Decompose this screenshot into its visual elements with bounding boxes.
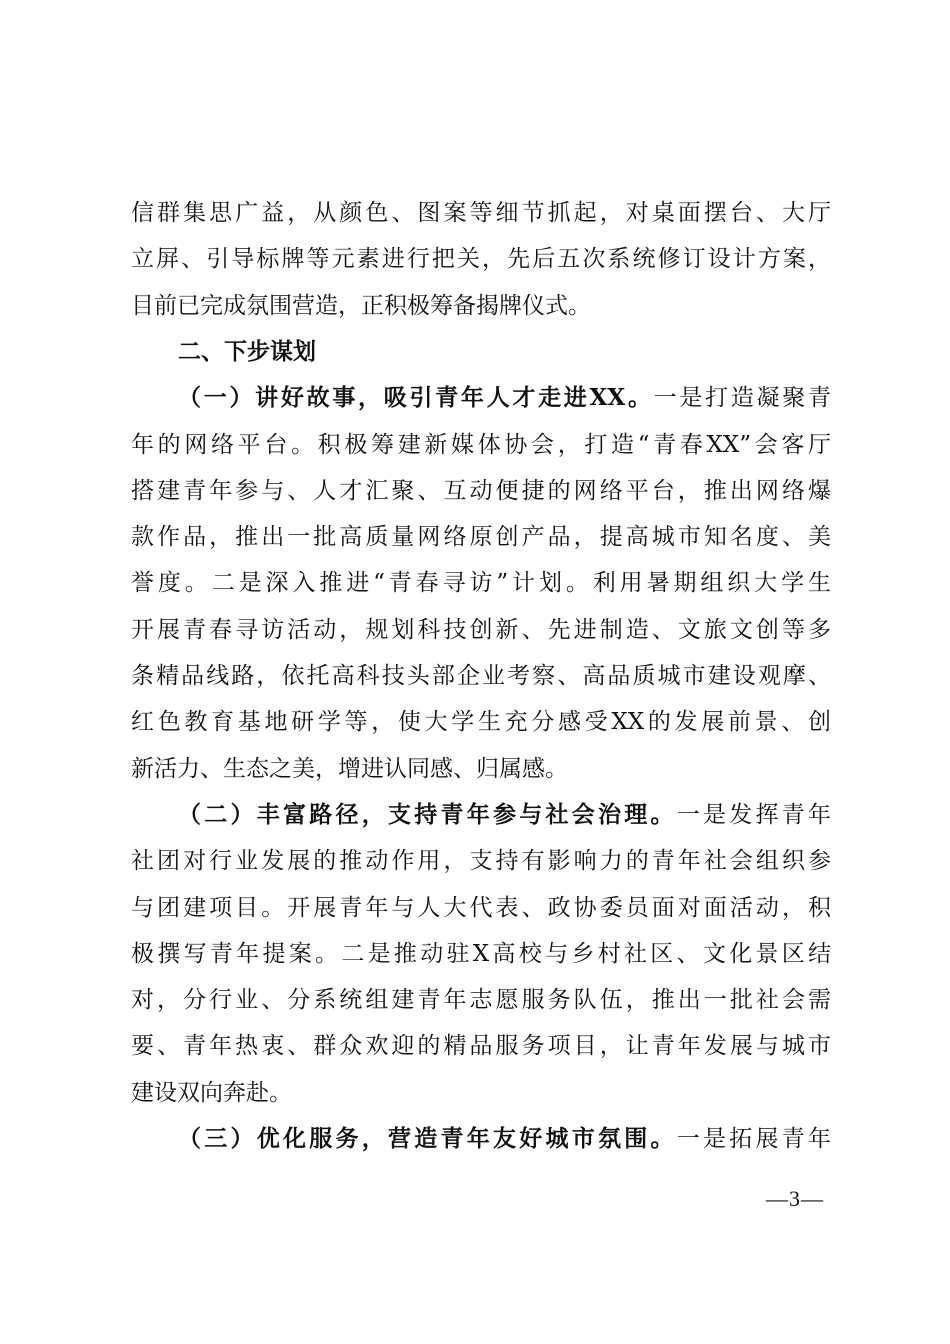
text-line: [131, 190, 831, 236]
line-text: 极撰写青年提案。二是推动驻X高校与乡村社区、文化景区结: [131, 940, 831, 967]
line-text: 信群集思广益，从颜色、图案等细节抓起，对桌面摆台、大厅: [131, 200, 831, 226]
line-text: 二、下步谋划: [178, 337, 316, 365]
text-line: [131, 746, 831, 792]
text-line: [131, 283, 831, 329]
line-text: 对，分行业、分系统组建青年志愿服务队伍，推出一批社会需: [131, 987, 831, 1014]
line-text: 一是打造凝聚青: [653, 385, 831, 412]
text-line: [131, 885, 831, 931]
line-text: 新活力、生态之美，增进认同感、归属感。: [131, 755, 568, 782]
text-line: [178, 1116, 831, 1162]
line-text: 条精品线路，依托高科技头部企业考察、高品质城市建设观摩、: [131, 663, 831, 689]
text-line: [131, 422, 831, 468]
line-text: 搭建青年参与、人才汇聚、互动便捷的网络平台，推出网络爆: [131, 477, 831, 504]
line-text: 目前已完成氛围营造，正积极筹备揭牌仪式。: [131, 292, 591, 319]
line-text: 立屏、引导标牌等元素进行把关，先后五次系统修订设计方案，: [131, 246, 831, 273]
text-line: [131, 607, 831, 653]
line-text: 与团建项目。开展青年与人大代表、政协委员面对面活动，积: [131, 894, 831, 921]
text-line: [178, 329, 831, 375]
line-text: 开展青春寻访活动，规划科技创新、先进制造、文旅文创等多: [131, 616, 831, 643]
text-line: [131, 838, 831, 884]
line-text: 誉度。二是深入推进“青春寻访”计划。利用暑期组织大学生: [131, 570, 831, 597]
lead-sentence: （一）讲好故事，吸引青年人才走进XX。: [178, 384, 654, 412]
text-line: [178, 792, 831, 838]
lead-sentence: （二）丰富路径，支持青年参与社会治理。: [178, 800, 677, 828]
text-line: [131, 1070, 831, 1116]
line-text: 红色教育基地研学等，使大学生充分感受XX的发展前景、创: [131, 709, 831, 736]
text-line: [131, 1023, 831, 1069]
text-line: [131, 931, 831, 977]
line-text: 要、青年热衷、群众欢迎的精品服务项目，让青年发展与城市: [131, 1033, 831, 1060]
text-line: [178, 375, 831, 421]
line-text: 一是发挥青年: [676, 801, 831, 828]
text-line: [131, 699, 831, 745]
line-text: 款作品，推出一批高质量网络原创产品，提高城市知名度、美: [131, 524, 831, 551]
line-text: 建设双向奔赴。: [131, 1079, 292, 1106]
text-line: [131, 236, 831, 282]
line-text: 一是拓展青年: [676, 1126, 831, 1152]
text-line: [131, 468, 831, 514]
line-text: 社团对行业发展的推动作用，支持有影响力的青年社会组织参: [131, 848, 831, 875]
text-line: [131, 653, 831, 699]
line-text: 年的网络平台。积极筹建新媒体协会，打造“青春XX”会客厅: [131, 431, 831, 458]
text-line: [131, 977, 831, 1023]
page-number: —3—: [766, 1186, 824, 1211]
text-line: [131, 560, 831, 606]
text-line: [131, 514, 831, 560]
lead-sentence: （三）优化服务，营造青年友好城市氛围。: [178, 1125, 677, 1152]
